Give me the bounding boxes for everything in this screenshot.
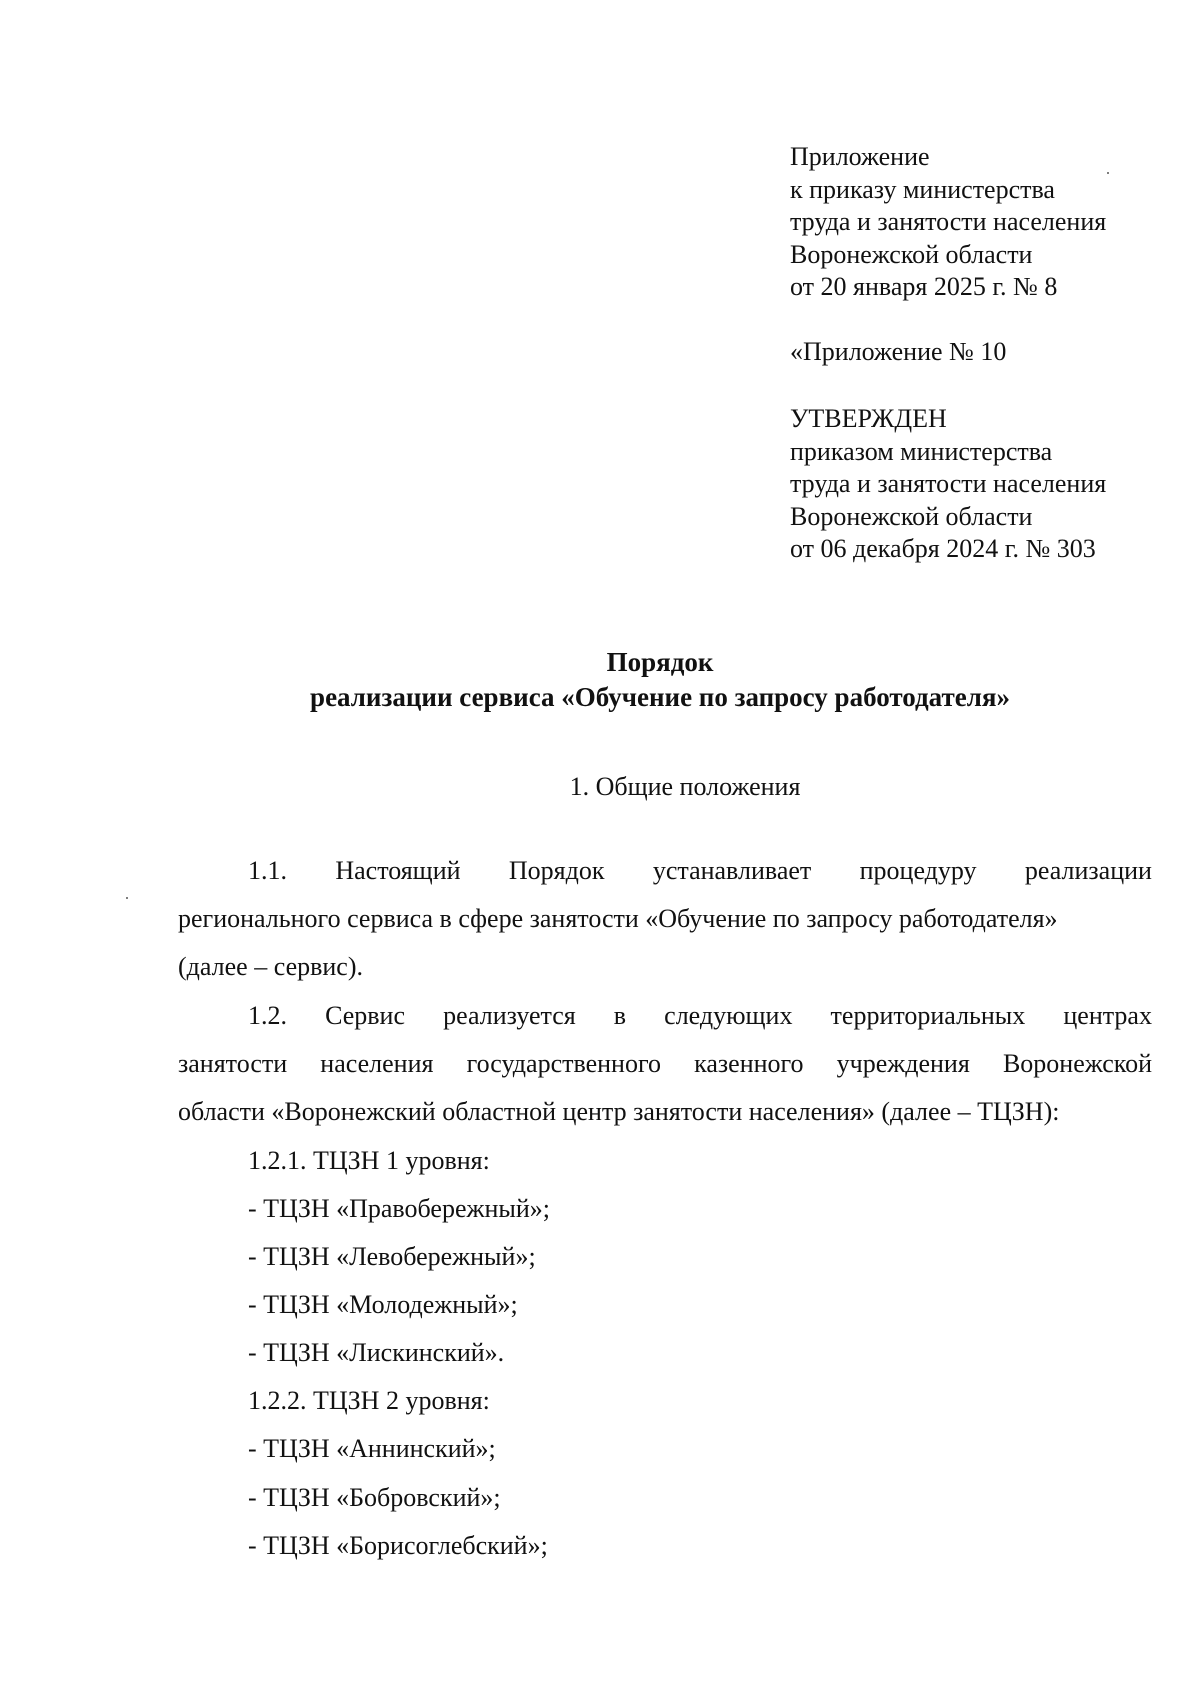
paragraph-word: центрах (1063, 1001, 1152, 1030)
paragraph-word: Настоящий (335, 856, 461, 885)
paragraph-word: процедуру (859, 856, 977, 885)
list-item: - ТЦЗН «Аннинский»; (248, 1434, 496, 1463)
annex-line: от 20 января 2025 г. № 8 (790, 272, 1058, 301)
list-item: - ТЦЗН «Левобережный»; (248, 1242, 536, 1271)
paragraph-1-2-line-3: области «Воронежский областной центр занятости населения» (далее – ТЦЗН): (178, 1097, 1060, 1126)
paragraph-word: в (613, 1001, 627, 1030)
paragraph-1-1-line-2: регионального сервиса в сфере занятости «Обучение по запросу работодателя» (178, 904, 1058, 933)
annex-10-label: «Приложение № 10 (790, 337, 1007, 366)
paragraph-word: реализуется (443, 1001, 576, 1030)
paragraph-word: устанавливает (652, 856, 812, 885)
approved-line: УТВЕРЖДЕН (790, 404, 947, 433)
annex-line: к приказу министерства (790, 174, 1055, 204)
scan-speck (1107, 172, 1109, 174)
paragraph-word: 1.1. (248, 856, 287, 885)
paragraph-word: занятости (178, 1049, 288, 1078)
annex-line: труда и занятости населения (790, 207, 1107, 236)
paragraph-word: 1.2. (248, 1001, 287, 1030)
scan-speck (126, 897, 128, 899)
level-1-heading: 1.2.1. ТЦЗН 1 уровня: (248, 1146, 490, 1175)
document-title: Порядок (606, 647, 714, 677)
document-subtitle: реализации сервиса «Обучение по запросу работодателя» (310, 682, 1010, 712)
approved-line: Воронежской области (790, 501, 1033, 531)
list-item: - ТЦЗН «Молодежный»; (248, 1290, 518, 1319)
annex-reference-block (790, 141, 1106, 304)
paragraph-word: территориальных (830, 1001, 1026, 1030)
paragraph-word: населения (320, 1049, 434, 1078)
paragraph-word: учреждения (836, 1049, 970, 1078)
paragraph-word: следующих (664, 1001, 793, 1030)
level-2-heading: 1.2.2. ТЦЗН 2 уровня: (248, 1386, 490, 1415)
approved-line: труда и занятости населения (790, 469, 1107, 498)
list-item: - ТЦЗН «Бобровский»; (248, 1483, 501, 1512)
paragraph-1-1-line-3: (далее – сервис). (178, 952, 363, 981)
paragraph-1-2-line-1 (178, 1000, 1152, 1032)
list-item: - ТЦЗН «Правобережный»; (248, 1194, 550, 1223)
section-heading: 1. Общие положения (569, 772, 801, 801)
paragraph-word: реализации (1024, 856, 1152, 885)
list-item: - ТЦЗН «Лискинский». (248, 1338, 505, 1367)
annex-line: Приложение (790, 142, 930, 171)
approval-stamp-block (790, 403, 1106, 566)
paragraph-1-2-line-2 (178, 1048, 1152, 1080)
paragraph-word: государственного (466, 1049, 661, 1078)
paragraph-word: Порядок (508, 856, 605, 885)
approved-line: от 06 декабря 2024 г. № 303 (790, 534, 1096, 563)
paragraph-word: Воронежской (1002, 1049, 1152, 1078)
paragraph-1-1-line-1 (178, 855, 1152, 887)
annex-line: Воронежской области (790, 239, 1033, 269)
paragraph-word: казенного (694, 1049, 804, 1078)
paragraph-word: Сервис (325, 1001, 406, 1030)
list-item: - ТЦЗН «Борисоглебский»; (248, 1531, 548, 1560)
approved-line: приказом министерства (790, 436, 1053, 466)
